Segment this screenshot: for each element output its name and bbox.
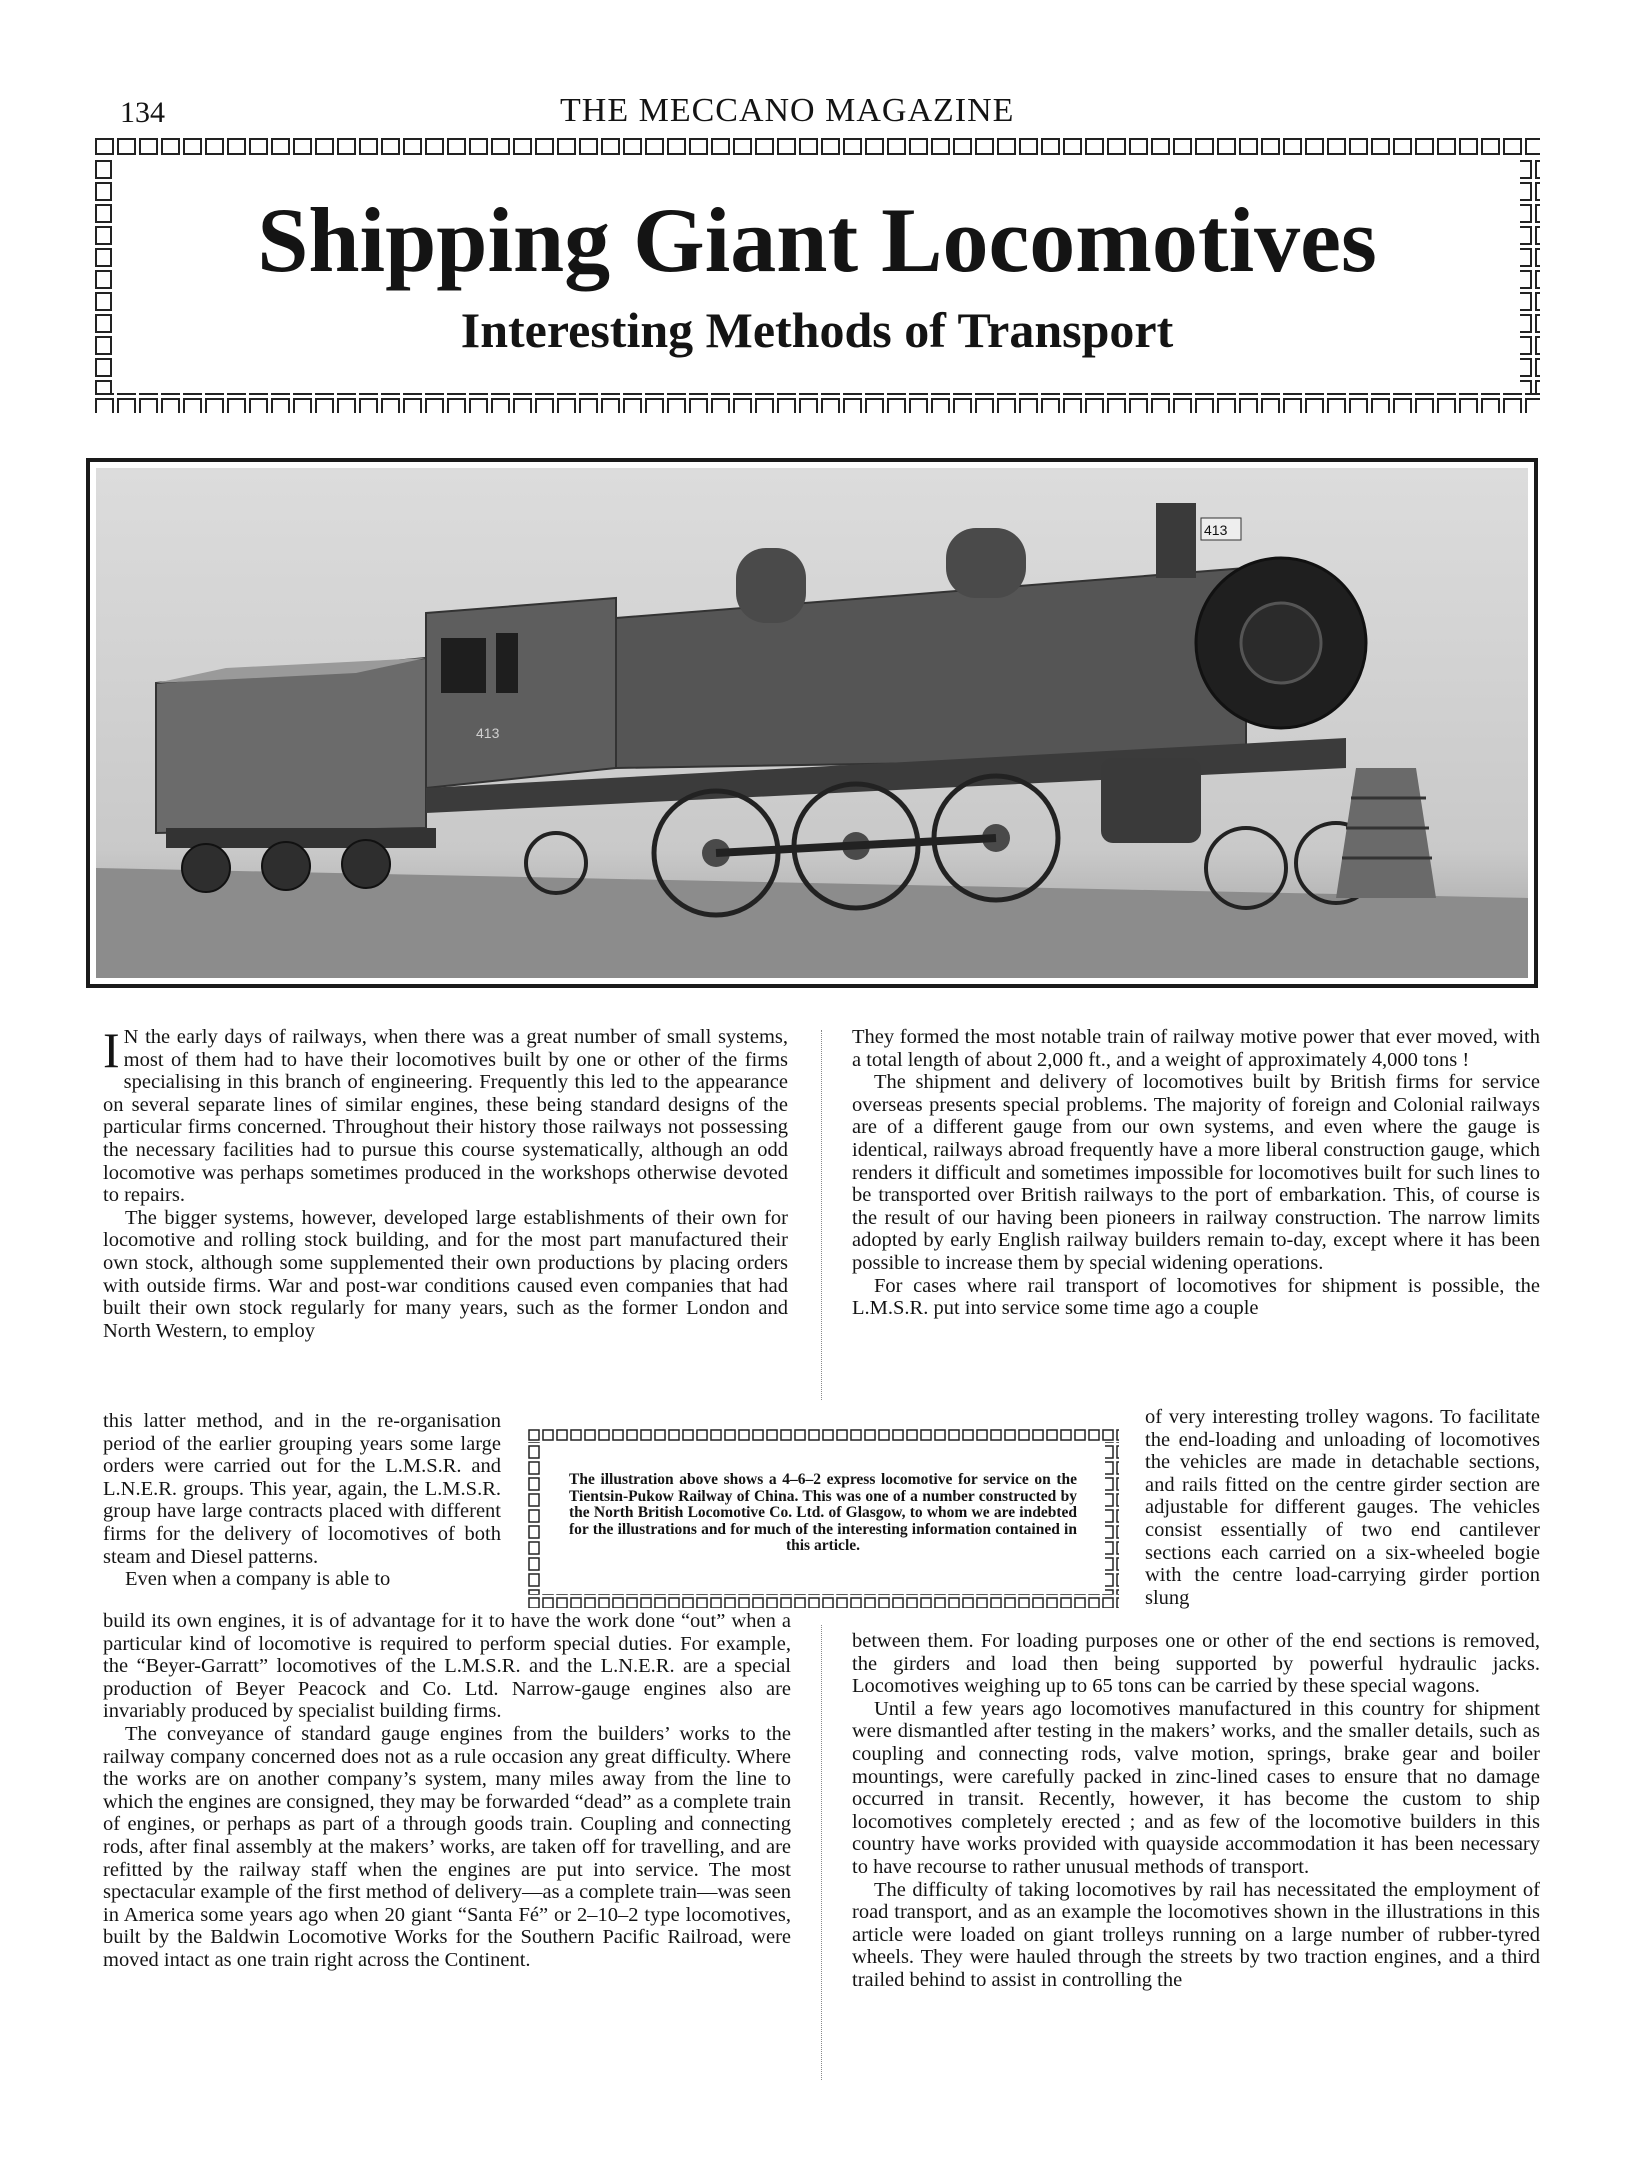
cab-number: 413 — [476, 725, 500, 741]
page-number: 134 — [120, 96, 165, 129]
left-paragraph-3a: Even when a company is able to — [125, 1568, 391, 1591]
right-paragraph-2: The shipment and delivery of locomotives built by British firms for service overseas presents special problems. The majority of foreign and Colonial railways are of a different gauge from our own systems, and even where the gauge is identical, railways abroad frequently have a more liberal construction gauge, which renders it difficult and sometimes impossible for locomotives built for such lines to be transported over British railways to the port of embarkation. This, of course is the result of our having been pioneers in railway construction. The narrow limits adopted by early English railway builders remain to-day, except where it has been possible to increase them by special widening operations. — [852, 1071, 1540, 1274]
right-column-top — [852, 1026, 1540, 1320]
column-divider-bottom — [821, 1625, 822, 2080]
drop-cap: I — [103, 1022, 120, 1078]
locomotive-illustration — [96, 468, 1528, 978]
right-column-wrap — [1145, 1406, 1540, 1609]
caption-box — [527, 1428, 1119, 1608]
column-divider-top — [821, 1030, 822, 1400]
smokebox-number: 413 — [1204, 522, 1228, 538]
article-subtitle: Interesting Methods of Transport — [460, 302, 1174, 358]
photo-caption: The illustration above shows a 4–6–2 express locomotive for service on the Tientsin-Pukow Railway of China. This was one of a number constructed by the North British Locomotive Co. Ltd. of Glasgow, to whom we are indebted for the illustrations and for much of the interesting information contained in this article. — [569, 1471, 1077, 1554]
right-paragraph-1: They formed the most notable train of railway motive power that ever moved, with a total length of about 2,000 ft., and a weight of approximately 4,000 tons ! — [852, 1026, 1540, 1071]
left-paragraph-2b: this latter method, and in the re-organisation period of the earlier grouping years some large orders were carried out for the L.M.S.R. and L.N.E.R. groups. This year, again, the L.M.S.R. group have large contracts placed with different firms for the delivery of locomotives of both steam and Diesel patterns. — [103, 1410, 501, 1568]
left-column-bottom — [103, 1610, 791, 1972]
right-column-bottom — [852, 1630, 1540, 1992]
left-paragraph-4: The conveyance of standard gauge engines from the builders’ works to the railway company concerned does not as a rule occasion any great difficulty. Where the works are on another company’s system, many miles away from the line to which the engines are consigned, they may be forwarded “dead” as a complete train of engines, or perhaps as part of a through goods train. Coupling and connecting rods, after final assembly at the makers’ works, are taken off for travelling, and are refitted by the railway staff when the engines are put into service. The most spectacular example of the first method of delivery—as a complete train—was seen in America some years ago when 20 giant “Santa Fé” or 2–10–2 type locomotives, built by the Baldwin Locomotive Works for the Southern Pacific Railroad, were moved intact as one train right across the Continent. — [103, 1722, 791, 1971]
title-frame — [94, 137, 1540, 413]
left-column-top — [103, 1022, 788, 1342]
right-paragraph-5: The difficulty of taking locomotives by rail has necessitated the employment of road transport, and as an example the locomotives shown in the illustrations in this article were loaded on giant trolleys running on a large number of rubber-tyred wheels. They were hauled through the streets by two traction engines, and a third trailed behind to assist in controlling the — [852, 1878, 1540, 1991]
locomotive-photo — [86, 458, 1538, 988]
right-paragraph-4: Until a few years ago locomotives manufactured in this country for shipment were dismantled after testing in the makers’ works, and the smaller details, such as coupling and connecting rods, valve motion, springs, brake gear and boiler mountings, were carefully packed in zinc-lined cases to ensure that no damage occurred in transit. Recently, however, it has become the custom to ship locomotives completely erected ; and as few of the locomotive builders in this country have works provided with quayside accommodation it has been necessary to have recourse to rather unusual methods of transport. — [852, 1697, 1540, 1878]
left-paragraph-3b: build its own engines, it is of advantage for it to have the work done “out” when a particular kind of locomotive is required to perform special duties. For example, the “Beyer-Garratt” locomotives of the L.M.S.R. and the L.N.E.R. are a special production of Beyer Peacock and Co. Ltd. Narrow-gauge engines also are invariably produced by specialist building firms. — [103, 1610, 791, 1723]
left-paragraph-2a: The bigger systems, however, developed large establishments of their own for locomotive and rolling stock building, and for the most part manufactured their own stock, although some supplemented their own productions by placing orders with outside firms. War and post-war conditions caused even companies that had built their own stock regularly for many years, such as the former London and North Western, to employ — [103, 1206, 788, 1342]
left-paragraph-1: I N the early days of railways, when there was a great number of small systems, most of them had to have their locomotives built by one or other of the firms specialising in this branch of engineering. Frequently this led to the appearance on several separate lines of similar engines, these being standard designs of the particular firms concerned. Throughout their history those railways not possessing the necessary facilities had to pursue this course systematically, although an odd locomotive was perhaps sometimes produced in the workshops otherwise devoted to repairs. — [103, 1022, 788, 1207]
right-paragraph-3b: of very interesting trolley wagons. To facilitate the end-loading and unloading of locomotives the vehicles are made in detachable sections, and rails fitted on the centre girder section are adjustable for different gauges. The vehicles consist essentially of two end cantilever sections each carried on a six-wheeled bogie with the centre load-carrying girder portion slung — [1145, 1406, 1540, 1609]
right-paragraph-3c: between them. For loading purposes one or other of the end sections is removed, the girders and load then being supported by powerful hydraulic jacks. Locomotives weighing up to 65 tons can be carried by these special wagons. — [852, 1630, 1540, 1698]
article-title: Shipping Giant Locomotives — [257, 189, 1377, 291]
right-paragraph-3a: For cases where rail transport of locomotives for shipment is possible, the L.M.S.R. put into service some time ago a couple — [852, 1274, 1540, 1320]
running-head: THE MECCANO MAGAZINE — [560, 92, 1015, 129]
left-column-wrap — [103, 1410, 501, 1591]
